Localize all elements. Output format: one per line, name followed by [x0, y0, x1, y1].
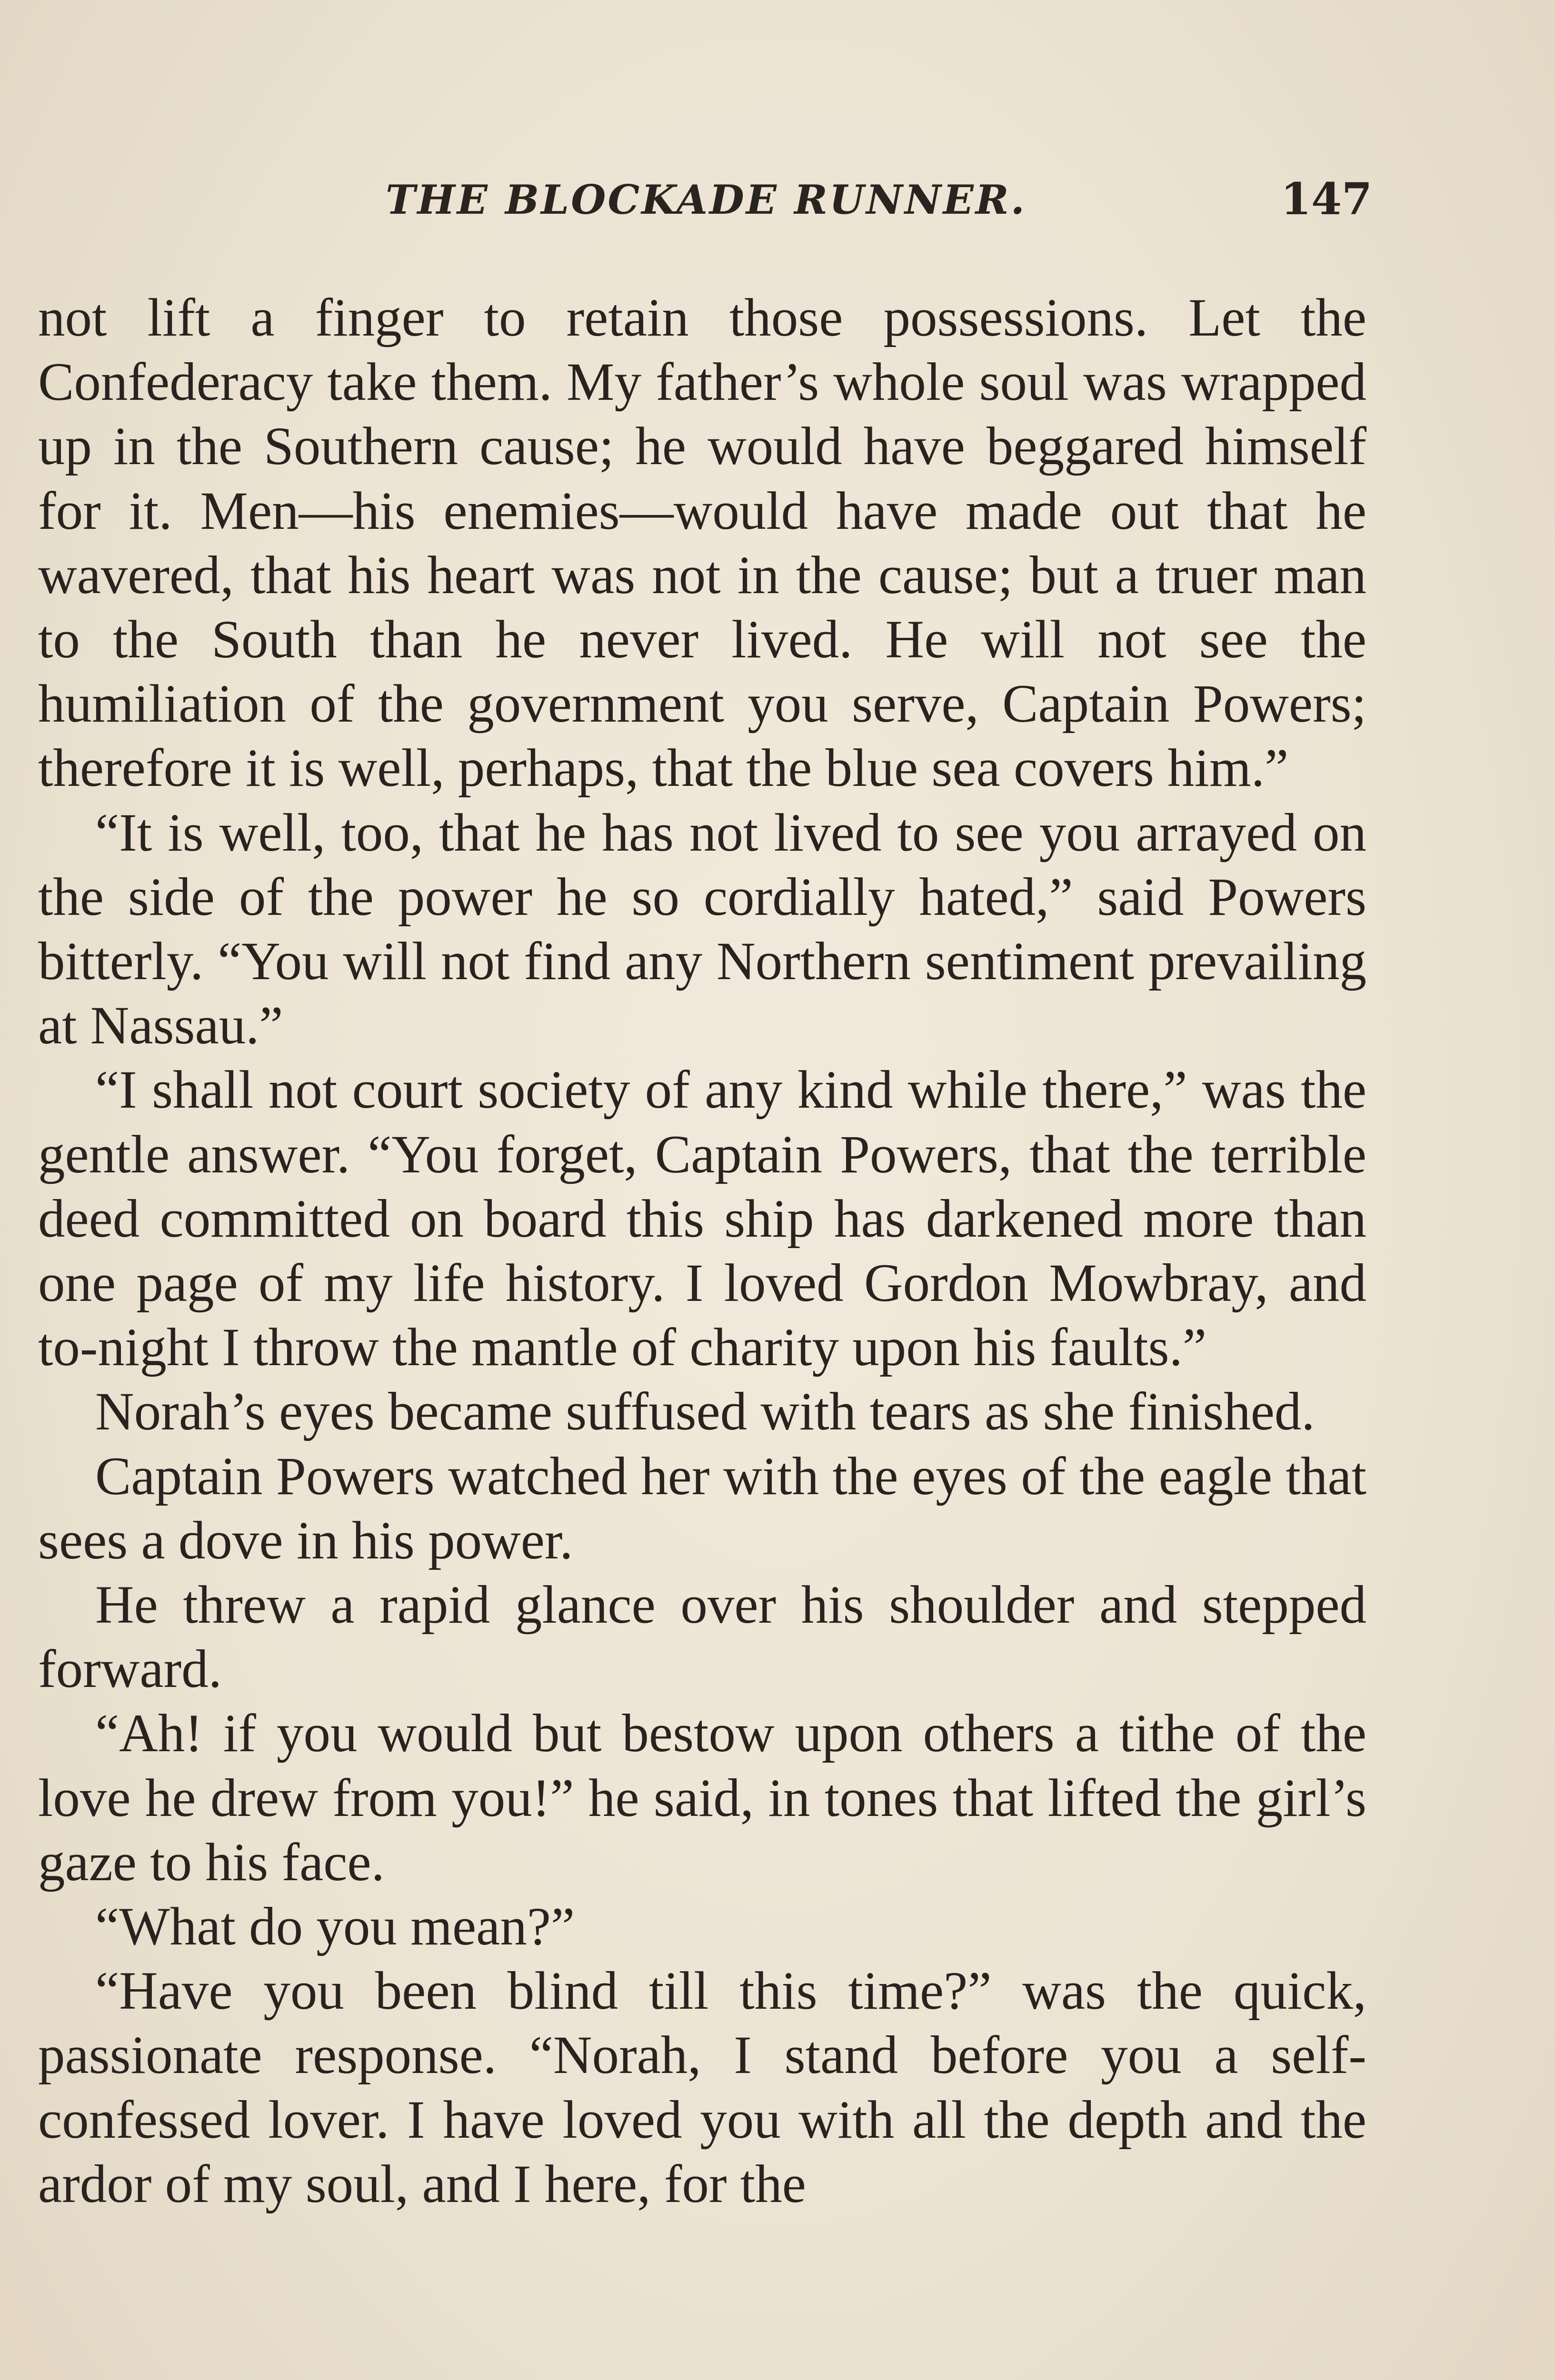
- paragraph: “It is well, too, that he has not lived to see you arrayed on the side of the power he so cordially hated,” said Powers bitterly. “You will not find any Northern sentiment prevailing at Nassau.”: [38, 803, 1366, 1056]
- paragraph: “Ah! if you would but bestow upon others a tithe of the love he drew from you!” he said, in tones that lifted the girl’s gaze to his face.: [38, 1704, 1366, 1892]
- paragraph: not lift a finger to retain those possessions. Let the Confederacy take them. My father’s whole soul was wrapped up in the Southern cause; he would have beggared himself for it. Men—his enemies—would have made out that he wavered, that his heart was not in the cause; but a truer man to the South than he never lived. He will not see the humiliation of the government you serve, Captain Powers; therefore it is well, perhaps, that the blue sea covers him.”: [38, 288, 1366, 798]
- page-header: [38, 173, 1373, 238]
- body-text: [38, 286, 1366, 2216]
- paragraph: Norah’s eyes became suffused with tears as she finished.: [95, 1382, 1315, 1442]
- paragraph: “Have you been blind till this time?” was the quick, passionate response. “Norah, I stand before you a self-confessed lover. I have loved you with all the depth and the ardor of my soul, and I here, for the: [38, 1961, 1366, 2214]
- paragraph: Captain Powers watched her with the eyes of the eagle that sees a dove in his power.: [38, 1446, 1366, 1570]
- paragraph: “What do you mean?”: [95, 1897, 575, 1957]
- page-number: 147: [1281, 173, 1373, 225]
- running-title: THE BLOCKADE RUNNER.: [386, 176, 1027, 223]
- paragraph: He threw a rapid glance over his shoulder and stepped forward.: [38, 1575, 1366, 1699]
- paragraph: “I shall not court society of any kind while there,” was the gentle answer. “You forget, Captain Powers, that the terrible deed committed on board this ship has darkened more than one page of my life history. I loved Gordon Mowbray, and to-night I throw the mantle of charity upon his faults.”: [38, 1060, 1366, 1378]
